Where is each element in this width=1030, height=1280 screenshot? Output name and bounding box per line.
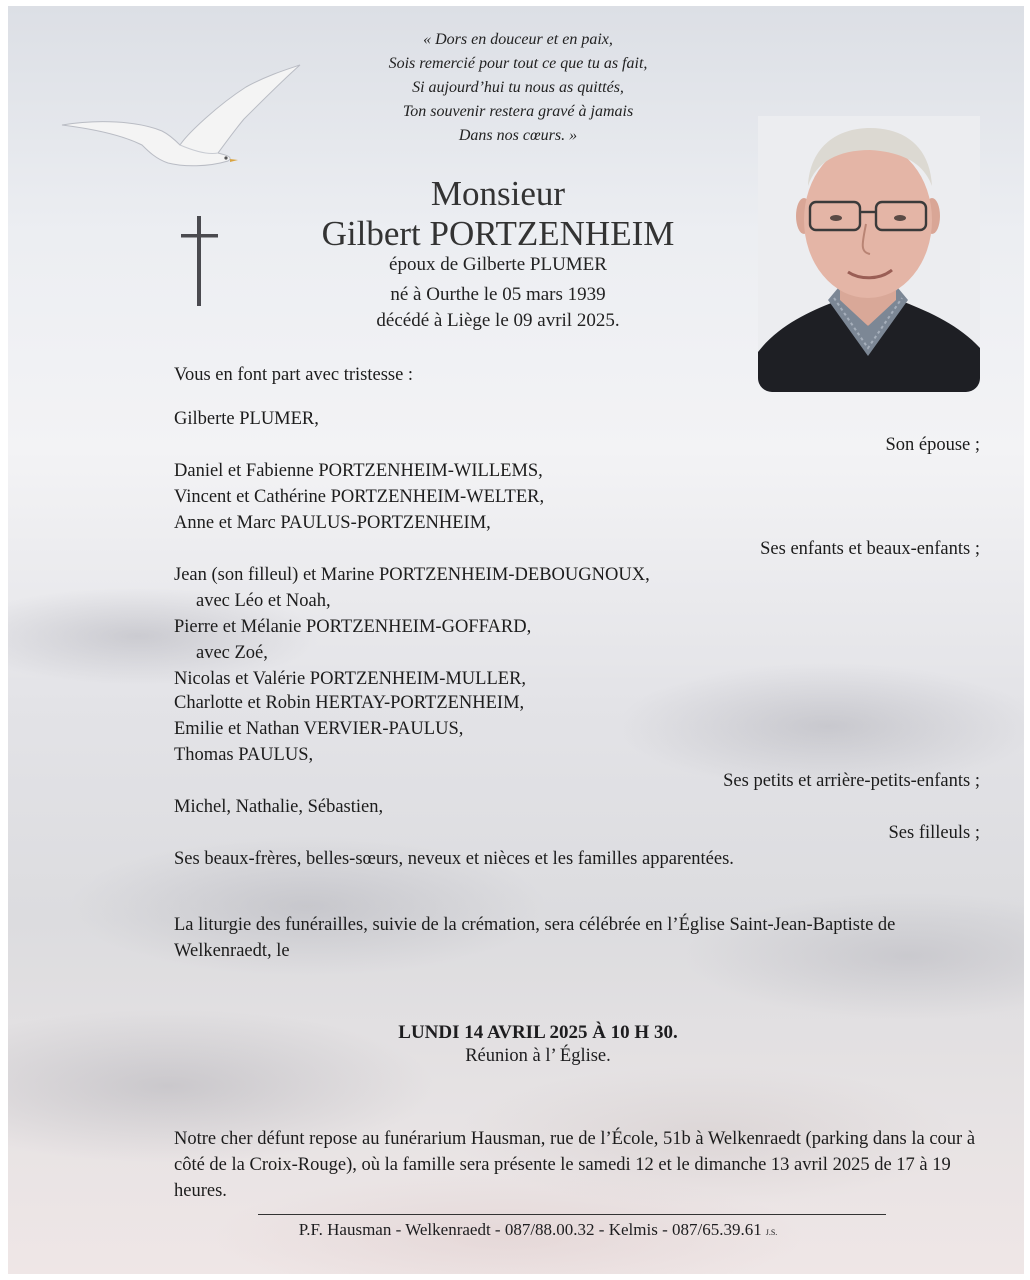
grandchild-line: avec Léo et Noah, (196, 591, 331, 611)
honorific: Monsieur (430, 174, 566, 213)
ceremony-meeting: Réunion à l’ Église. (465, 1046, 611, 1066)
footer-mark: J.S. (765, 1228, 778, 1237)
spouse-name: Gilberte PLUMER, (174, 409, 319, 429)
grandchild-line: Charlotte et Robin HERTAY-PORTZENHEIM, (174, 693, 525, 713)
deceased-name: Gilbert PORTZENHEIM (321, 214, 675, 253)
portrait-photo (758, 116, 980, 392)
poem-line: « Dors en douceur et en paix, (423, 31, 613, 48)
footer-divider (258, 1214, 886, 1215)
poem (208, 28, 828, 148)
grandchild-line: Emilie et Nathan VERVIER-PAULUS, (174, 719, 464, 739)
grandchild-line: Nicolas et Valérie PORTZENHEIM-MULLER, (174, 669, 527, 689)
visitation-text: Notre cher défunt repose au funérarium Hausman, rue de l’École, 51b à Welkenraedt (parking dans la cour à côté de la Croix-Rouge), où la famille sera présente le samedi 12 et le dimanche 13 avril 2025 de 17 à 19 heures. (174, 1129, 976, 1201)
grandchild-line: avec Zoé, (196, 643, 268, 663)
child-line: Vincent et Cathérine PORTZENHEIM-WELTER, (174, 487, 545, 507)
children-role: Ses enfants et beaux-enfants ; (760, 539, 980, 559)
intro-text: Vous en font part avec tristesse : (174, 365, 414, 385)
grandchild-line: Jean (son filleul) et Marine PORTZENHEIM-DEBOUGNOUX, (174, 565, 650, 585)
footer (208, 1220, 868, 1240)
grandchild-line: Thomas PAULUS, (174, 745, 314, 765)
poem-line: Si aujourd’hui tu nous as quittés, (412, 79, 624, 96)
poem-line: Ton souvenir restera gravé à jamais (402, 103, 634, 120)
godchildren-role: Ses filleuls ; (888, 823, 980, 843)
poem-line: Dans nos cœurs. » (458, 127, 578, 144)
child-line: Anne et Marc PAULUS-PORTZENHEIM, (174, 513, 491, 533)
funeral-home-contact: P.F. Hausman - Welkenraedt - 087/88.00.32 - Kelmis - 087/65.39.61 (298, 1220, 762, 1239)
poem-line: Sois remercié pour tout ce que tu as fait, (388, 55, 648, 72)
ceremony-date: LUNDI 14 AVRIL 2025 À 10 H 30. (398, 1022, 678, 1043)
grandchild-line: Pierre et Mélanie PORTZENHEIM-GOFFARD, (174, 617, 532, 637)
obituary-card (8, 6, 1024, 1274)
child-line: Daniel et Fabienne PORTZENHEIM-WILLEMS, (174, 461, 543, 481)
godchildren-names: Michel, Nathalie, Sébastien, (174, 797, 384, 817)
other-relatives: Ses beaux-frères, belles-sœurs, neveux et nièces et les familles apparentées. (174, 849, 734, 869)
death-line: décédé à Liège le 09 avril 2025. (376, 310, 620, 331)
grandchildren-role: Ses petits et arrière-petits-enfants ; (723, 771, 980, 791)
spouse-line: époux de Gilberte PLUMER (389, 254, 607, 275)
spouse-role: Son épouse ; (885, 435, 980, 455)
ceremony-text: La liturgie des funérailles, suivie de la crémation, sera célébrée en l’Église Saint-Jean-Baptiste de Welkenraedt, le (174, 915, 896, 961)
birth-line: né à Ourthe le 05 mars 1939 (390, 284, 606, 305)
